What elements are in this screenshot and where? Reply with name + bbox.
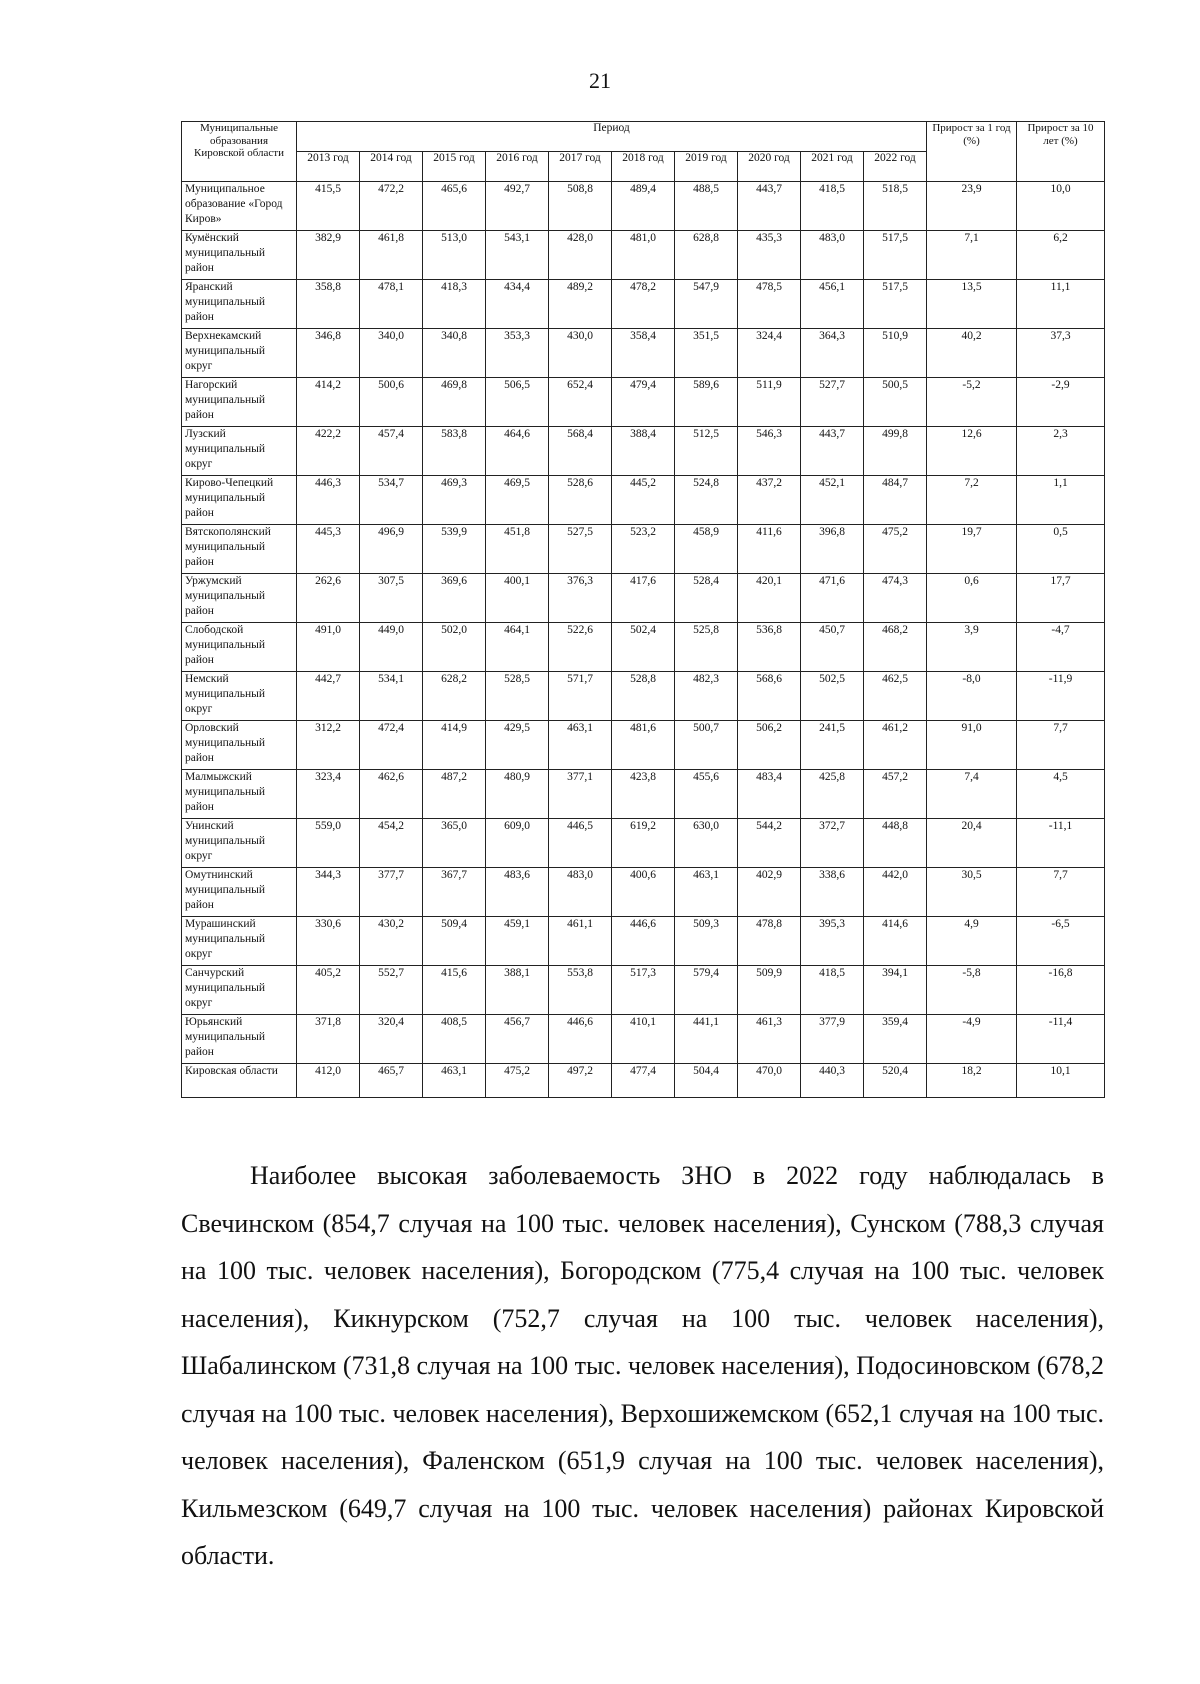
incidence-value: 509,4 xyxy=(423,917,486,966)
incidence-value: 478,5 xyxy=(738,280,801,329)
incidence-value: 408,5 xyxy=(423,1015,486,1064)
incidence-value: 445,3 xyxy=(297,525,360,574)
incidence-value: 462,6 xyxy=(360,770,423,819)
growth-1-year-value: 23,9 xyxy=(927,182,1017,231)
incidence-value: 440,3 xyxy=(801,1064,864,1098)
incidence-value: 395,3 xyxy=(801,917,864,966)
incidence-value: 371,8 xyxy=(297,1015,360,1064)
incidence-value: 458,9 xyxy=(675,525,738,574)
incidence-value: 454,2 xyxy=(360,819,423,868)
incidence-value: 456,1 xyxy=(801,280,864,329)
incidence-value: 388,1 xyxy=(486,966,549,1015)
incidence-value: 338,6 xyxy=(801,868,864,917)
incidence-value: 437,2 xyxy=(738,476,801,525)
incidence-value: 463,1 xyxy=(549,721,612,770)
incidence-value: 589,6 xyxy=(675,378,738,427)
growth-1-year-value: 12,6 xyxy=(927,427,1017,476)
incidence-value: 456,7 xyxy=(486,1015,549,1064)
incidence-value: 469,5 xyxy=(486,476,549,525)
incidence-value: 502,0 xyxy=(423,623,486,672)
incidence-value: 455,6 xyxy=(675,770,738,819)
incidence-value: 478,1 xyxy=(360,280,423,329)
page-number: 21 xyxy=(589,68,611,93)
incidence-value: 418,5 xyxy=(801,182,864,231)
incidence-value: 504,4 xyxy=(675,1064,738,1098)
incidence-value: 472,4 xyxy=(360,721,423,770)
incidence-value: 483,0 xyxy=(549,868,612,917)
incidence-value: 445,2 xyxy=(612,476,675,525)
incidence-value: 628,2 xyxy=(423,672,486,721)
incidence-value: 451,8 xyxy=(486,525,549,574)
incidence-value: 579,4 xyxy=(675,966,738,1015)
municipality-name: Яранский муниципальный район xyxy=(182,280,297,329)
incidence-value: 546,3 xyxy=(738,427,801,476)
incidence-value: 369,6 xyxy=(423,574,486,623)
table-row xyxy=(182,1015,1105,1064)
growth-10-years-value: 10,0 xyxy=(1017,182,1105,231)
incidence-value: 482,3 xyxy=(675,672,738,721)
municipality-name: Уржумский муниципальный район xyxy=(182,574,297,623)
header-year: 2016 год xyxy=(486,152,549,182)
growth-10-years-value: 10,1 xyxy=(1017,1064,1105,1098)
incidence-value: 415,5 xyxy=(297,182,360,231)
incidence-value: 457,4 xyxy=(360,427,423,476)
incidence-value: 463,1 xyxy=(423,1064,486,1098)
municipality-name: Нагорский муниципальный район xyxy=(182,378,297,427)
incidence-value: 323,4 xyxy=(297,770,360,819)
incidence-value: 372,7 xyxy=(801,819,864,868)
table-row xyxy=(182,868,1105,917)
incidence-value: 446,5 xyxy=(549,819,612,868)
incidence-value: 414,9 xyxy=(423,721,486,770)
incidence-value: 441,1 xyxy=(675,1015,738,1064)
incidence-value: 528,8 xyxy=(612,672,675,721)
incidence-value: 497,2 xyxy=(549,1064,612,1098)
incidence-value: 500,6 xyxy=(360,378,423,427)
growth-10-years-value: 6,2 xyxy=(1017,231,1105,280)
municipality-name: Вятскополянский муниципальный район xyxy=(182,525,297,574)
growth-1-year-value: 7,1 xyxy=(927,231,1017,280)
growth-1-year-value: 19,7 xyxy=(927,525,1017,574)
incidence-value: 568,4 xyxy=(549,427,612,476)
incidence-value: 410,1 xyxy=(612,1015,675,1064)
incidence-value: 509,3 xyxy=(675,917,738,966)
incidence-value: 478,2 xyxy=(612,280,675,329)
incidence-value: 435,3 xyxy=(738,231,801,280)
incidence-value: 351,5 xyxy=(675,329,738,378)
incidence-value: 544,2 xyxy=(738,819,801,868)
incidence-value: 517,5 xyxy=(864,231,927,280)
incidence-value: 367,7 xyxy=(423,868,486,917)
table-row xyxy=(182,378,1105,427)
incidence-value: 496,9 xyxy=(360,525,423,574)
header-period: Период xyxy=(297,122,927,152)
incidence-value: 359,4 xyxy=(864,1015,927,1064)
incidence-value: 262,6 xyxy=(297,574,360,623)
growth-10-years-value: 17,7 xyxy=(1017,574,1105,623)
table-row xyxy=(182,917,1105,966)
header-year: 2015 год xyxy=(423,152,486,182)
incidence-value: 534,7 xyxy=(360,476,423,525)
incidence-value: 528,5 xyxy=(486,672,549,721)
growth-10-years-value: 11,1 xyxy=(1017,280,1105,329)
growth-1-year-value: 0,6 xyxy=(927,574,1017,623)
incidence-value: 446,3 xyxy=(297,476,360,525)
incidence-value: 461,2 xyxy=(864,721,927,770)
municipality-name: Кировская области xyxy=(182,1064,297,1098)
incidence-value: 388,4 xyxy=(612,427,675,476)
incidence-value: 553,8 xyxy=(549,966,612,1015)
incidence-value: 423,8 xyxy=(612,770,675,819)
table-row xyxy=(182,329,1105,378)
incidence-table xyxy=(181,121,1105,1098)
table-row xyxy=(182,476,1105,525)
growth-10-years-value: -4,7 xyxy=(1017,623,1105,672)
incidence-value: 405,2 xyxy=(297,966,360,1015)
incidence-value: 452,1 xyxy=(801,476,864,525)
incidence-value: 472,2 xyxy=(360,182,423,231)
incidence-value: 364,3 xyxy=(801,329,864,378)
incidence-value: 478,8 xyxy=(738,917,801,966)
incidence-value: 442,0 xyxy=(864,868,927,917)
growth-1-year-value: -5,8 xyxy=(927,966,1017,1015)
incidence-value: 418,3 xyxy=(423,280,486,329)
growth-10-years-value: 37,3 xyxy=(1017,329,1105,378)
header-year: 2018 год xyxy=(612,152,675,182)
incidence-value: 402,9 xyxy=(738,868,801,917)
growth-10-years-value: -2,9 xyxy=(1017,378,1105,427)
incidence-value: 469,3 xyxy=(423,476,486,525)
growth-10-years-value: 4,5 xyxy=(1017,770,1105,819)
incidence-value: 358,8 xyxy=(297,280,360,329)
incidence-value: 461,3 xyxy=(738,1015,801,1064)
incidence-value: 512,5 xyxy=(675,427,738,476)
incidence-value: 528,4 xyxy=(675,574,738,623)
incidence-value: 559,0 xyxy=(297,819,360,868)
municipality-name: Немский муниципальный округ xyxy=(182,672,297,721)
incidence-value: 502,4 xyxy=(612,623,675,672)
incidence-value: 492,7 xyxy=(486,182,549,231)
incidence-value: 571,7 xyxy=(549,672,612,721)
incidence-value: 241,5 xyxy=(801,721,864,770)
growth-10-years-value: 7,7 xyxy=(1017,721,1105,770)
incidence-value: 510,9 xyxy=(864,329,927,378)
growth-10-years-value: -11,1 xyxy=(1017,819,1105,868)
municipality-name: Муниципальное образование «Город Киров» xyxy=(182,182,297,231)
incidence-value: 428,0 xyxy=(549,231,612,280)
incidence-value: 534,1 xyxy=(360,672,423,721)
incidence-value: 462,5 xyxy=(864,672,927,721)
municipality-name: Лузский муниципальный округ xyxy=(182,427,297,476)
municipality-name: Мурашинский муниципальный округ xyxy=(182,917,297,966)
growth-1-year-value: -4,9 xyxy=(927,1015,1017,1064)
incidence-value: 430,0 xyxy=(549,329,612,378)
incidence-value: 527,5 xyxy=(549,525,612,574)
incidence-value: 487,2 xyxy=(423,770,486,819)
growth-1-year-value: 20,4 xyxy=(927,819,1017,868)
growth-1-year-value: 3,9 xyxy=(927,623,1017,672)
incidence-value: 484,7 xyxy=(864,476,927,525)
municipality-name: Слободской муниципальный район xyxy=(182,623,297,672)
growth-1-year-value: 91,0 xyxy=(927,721,1017,770)
incidence-value: 465,7 xyxy=(360,1064,423,1098)
incidence-value: 475,2 xyxy=(864,525,927,574)
incidence-value: 474,3 xyxy=(864,574,927,623)
header-year: 2020 год xyxy=(738,152,801,182)
incidence-value: 489,2 xyxy=(549,280,612,329)
municipality-name: Малмыжский муниципальный район xyxy=(182,770,297,819)
growth-10-years-value: -11,4 xyxy=(1017,1015,1105,1064)
municipality-name: Кумёнский муниципальный район xyxy=(182,231,297,280)
table-row xyxy=(182,182,1105,231)
incidence-value: 652,4 xyxy=(549,378,612,427)
incidence-value: 400,6 xyxy=(612,868,675,917)
municipality-name: Омутнинский муниципальный район xyxy=(182,868,297,917)
incidence-value: 508,8 xyxy=(549,182,612,231)
growth-10-years-value: -11,9 xyxy=(1017,672,1105,721)
incidence-value: 434,4 xyxy=(486,280,549,329)
growth-1-year-value: 30,5 xyxy=(927,868,1017,917)
incidence-value: 324,4 xyxy=(738,329,801,378)
incidence-value: 568,6 xyxy=(738,672,801,721)
incidence-value: 469,8 xyxy=(423,378,486,427)
header-year: 2021 год xyxy=(801,152,864,182)
incidence-value: 463,1 xyxy=(675,868,738,917)
header-year: 2013 год xyxy=(297,152,360,182)
incidence-value: 414,2 xyxy=(297,378,360,427)
incidence-value: 365,0 xyxy=(423,819,486,868)
incidence-value: 583,8 xyxy=(423,427,486,476)
municipality-name: Кирово-Чепецкий муниципальный район xyxy=(182,476,297,525)
incidence-value: 480,9 xyxy=(486,770,549,819)
incidence-value: 483,6 xyxy=(486,868,549,917)
incidence-value: 527,7 xyxy=(801,378,864,427)
incidence-value: 459,1 xyxy=(486,917,549,966)
incidence-value: 443,7 xyxy=(801,427,864,476)
incidence-value: 396,8 xyxy=(801,525,864,574)
incidence-value: 377,1 xyxy=(549,770,612,819)
incidence-value: 417,6 xyxy=(612,574,675,623)
incidence-value: 382,9 xyxy=(297,231,360,280)
incidence-value: 489,4 xyxy=(612,182,675,231)
incidence-value: 539,9 xyxy=(423,525,486,574)
incidence-value: 522,6 xyxy=(549,623,612,672)
header-growth-10-years: Прирост за 10 лет (%) xyxy=(1017,122,1105,182)
incidence-value: 412,0 xyxy=(297,1064,360,1098)
header-year: 2022 год xyxy=(864,152,927,182)
incidence-value: 499,8 xyxy=(864,427,927,476)
incidence-value: 528,6 xyxy=(549,476,612,525)
incidence-value: 481,6 xyxy=(612,721,675,770)
incidence-value: 471,6 xyxy=(801,574,864,623)
growth-1-year-value: 13,5 xyxy=(927,280,1017,329)
growth-10-years-value: 1,1 xyxy=(1017,476,1105,525)
growth-10-years-value: 0,5 xyxy=(1017,525,1105,574)
growth-1-year-value: -5,2 xyxy=(927,378,1017,427)
incidence-value: 353,3 xyxy=(486,329,549,378)
incidence-value: 524,8 xyxy=(675,476,738,525)
table-row xyxy=(182,672,1105,721)
incidence-value: 312,2 xyxy=(297,721,360,770)
growth-10-years-value: 7,7 xyxy=(1017,868,1105,917)
incidence-value: 609,0 xyxy=(486,819,549,868)
table-row xyxy=(182,721,1105,770)
incidence-value: 414,6 xyxy=(864,917,927,966)
incidence-value: 513,0 xyxy=(423,231,486,280)
incidence-value: 425,8 xyxy=(801,770,864,819)
incidence-value: 552,7 xyxy=(360,966,423,1015)
incidence-value: 461,8 xyxy=(360,231,423,280)
incidence-value: 450,7 xyxy=(801,623,864,672)
body-paragraph: Наиболее высокая заболеваемость ЗНО в 2022 году наблюдалась в Свечинском (854,7 случая на 100 тыс. человек населения), Сунском (788,3 случая на 100 тыс. человек населения), Богородском (775,4 случая на 100 тыс. человек населения), Кикнурском (752,7 случая на 100 тыс. человек населения), Шабалинском (731,8 случая на 100 тыс. человек населения), Подосиновском (678,2 случая на 100 тыс. человек населения), Верхошижемском (652,1 случая на 100 тыс. человек населения), Фаленском (651,9 случая на 100 тыс. человек населения), Кильмезском (649,7 случая на 100 тыс. человек населения) районах Кировской области. xyxy=(181,1161,1105,1570)
incidence-value: 488,5 xyxy=(675,182,738,231)
incidence-value: 448,8 xyxy=(864,819,927,868)
incidence-value: 464,6 xyxy=(486,427,549,476)
incidence-value: 377,7 xyxy=(360,868,423,917)
growth-1-year-value: 4,9 xyxy=(927,917,1017,966)
growth-1-year-value: 18,2 xyxy=(927,1064,1017,1098)
incidence-value: 422,2 xyxy=(297,427,360,476)
incidence-value: 376,3 xyxy=(549,574,612,623)
growth-10-years-value: -6,5 xyxy=(1017,917,1105,966)
incidence-value: 511,9 xyxy=(738,378,801,427)
incidence-value: 468,2 xyxy=(864,623,927,672)
incidence-value: 340,0 xyxy=(360,329,423,378)
incidence-value: 307,5 xyxy=(360,574,423,623)
incidence-value: 442,7 xyxy=(297,672,360,721)
incidence-value: 346,8 xyxy=(297,329,360,378)
table-row xyxy=(182,623,1105,672)
incidence-value: 429,5 xyxy=(486,721,549,770)
incidence-value: 483,4 xyxy=(738,770,801,819)
incidence-value: 461,1 xyxy=(549,917,612,966)
incidence-value: 464,1 xyxy=(486,623,549,672)
incidence-value: 502,5 xyxy=(801,672,864,721)
incidence-value: 330,6 xyxy=(297,917,360,966)
incidence-value: 420,1 xyxy=(738,574,801,623)
incidence-value: 430,2 xyxy=(360,917,423,966)
incidence-value: 491,0 xyxy=(297,623,360,672)
incidence-value: 446,6 xyxy=(612,917,675,966)
incidence-value: 344,3 xyxy=(297,868,360,917)
incidence-value: 340,8 xyxy=(423,329,486,378)
incidence-value: 449,0 xyxy=(360,623,423,672)
table-row xyxy=(182,525,1105,574)
incidence-value: 400,1 xyxy=(486,574,549,623)
incidence-value: 500,7 xyxy=(675,721,738,770)
incidence-value: 443,7 xyxy=(738,182,801,231)
growth-10-years-value: -16,8 xyxy=(1017,966,1105,1015)
incidence-value: 320,4 xyxy=(360,1015,423,1064)
incidence-value: 415,6 xyxy=(423,966,486,1015)
incidence-value: 619,2 xyxy=(612,819,675,868)
municipality-name: Санчурский муниципальный округ xyxy=(182,966,297,1015)
incidence-value: 500,5 xyxy=(864,378,927,427)
incidence-value: 475,2 xyxy=(486,1064,549,1098)
incidence-value: 547,9 xyxy=(675,280,738,329)
incidence-value: 483,0 xyxy=(801,231,864,280)
incidence-value: 506,2 xyxy=(738,721,801,770)
growth-1-year-value: -8,0 xyxy=(927,672,1017,721)
incidence-value: 457,2 xyxy=(864,770,927,819)
table-row xyxy=(182,574,1105,623)
incidence-value: 418,5 xyxy=(801,966,864,1015)
growth-1-year-value: 7,4 xyxy=(927,770,1017,819)
incidence-value: 536,8 xyxy=(738,623,801,672)
incidence-value: 411,6 xyxy=(738,525,801,574)
incidence-value: 517,3 xyxy=(612,966,675,1015)
municipality-name: Унинский муниципальный округ xyxy=(182,819,297,868)
incidence-value: 506,5 xyxy=(486,378,549,427)
table-row xyxy=(182,1064,1105,1098)
incidence-value: 477,4 xyxy=(612,1064,675,1098)
municipality-name: Юрьянский муниципальный район xyxy=(182,1015,297,1064)
incidence-value: 518,5 xyxy=(864,182,927,231)
incidence-value: 470,0 xyxy=(738,1064,801,1098)
incidence-value: 446,6 xyxy=(549,1015,612,1064)
municipality-name: Верхнекамский муниципальный округ xyxy=(182,329,297,378)
growth-1-year-value: 7,2 xyxy=(927,476,1017,525)
table-row xyxy=(182,819,1105,868)
incidence-value: 481,0 xyxy=(612,231,675,280)
header-year: 2019 год xyxy=(675,152,738,182)
table-header xyxy=(182,122,1105,182)
incidence-value: 630,0 xyxy=(675,819,738,868)
incidence-value: 358,4 xyxy=(612,329,675,378)
header-growth-1-year: Прирост за 1 год (%) xyxy=(927,122,1017,182)
growth-10-years-value: 2,3 xyxy=(1017,427,1105,476)
incidence-value: 479,4 xyxy=(612,378,675,427)
header-municipality: Муниципальные образования Кировской области xyxy=(182,122,297,182)
table-row xyxy=(182,966,1105,1015)
table-row xyxy=(182,280,1105,329)
incidence-value: 509,9 xyxy=(738,966,801,1015)
incidence-value: 394,1 xyxy=(864,966,927,1015)
incidence-value: 628,8 xyxy=(675,231,738,280)
incidence-value: 523,2 xyxy=(612,525,675,574)
incidence-value: 517,5 xyxy=(864,280,927,329)
table-row xyxy=(182,231,1105,280)
municipality-name: Орловский муниципальный район xyxy=(182,721,297,770)
incidence-value: 525,8 xyxy=(675,623,738,672)
table-row xyxy=(182,770,1105,819)
incidence-value: 465,6 xyxy=(423,182,486,231)
header-year: 2017 год xyxy=(549,152,612,182)
incidence-value: 543,1 xyxy=(486,231,549,280)
incidence-value: 520,4 xyxy=(864,1064,927,1098)
growth-1-year-value: 40,2 xyxy=(927,329,1017,378)
table-row xyxy=(182,427,1105,476)
header-year: 2014 год xyxy=(360,152,423,182)
incidence-value: 377,9 xyxy=(801,1015,864,1064)
table-body xyxy=(182,182,1105,1098)
